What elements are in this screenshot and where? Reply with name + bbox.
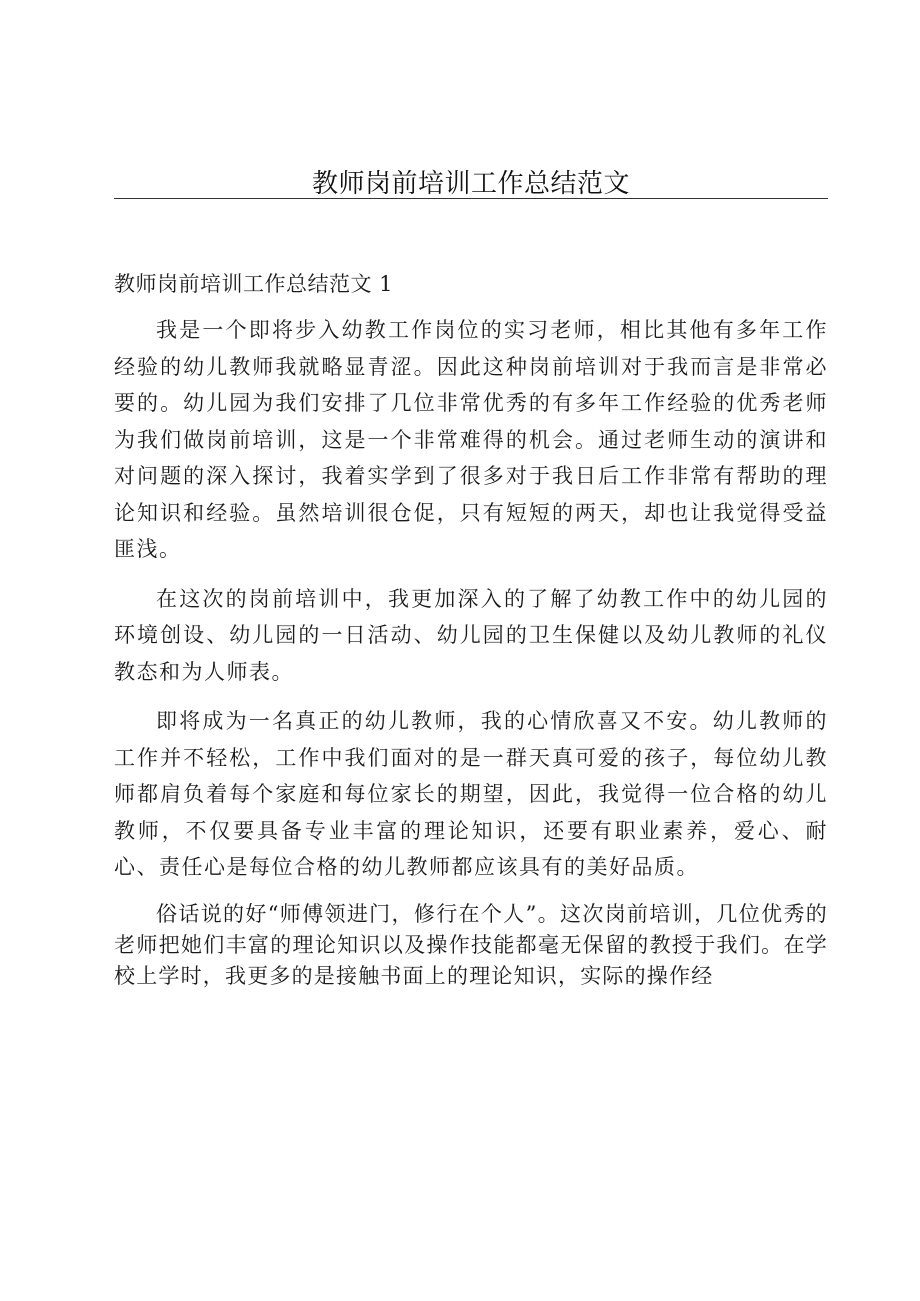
paragraph-2: 在这次的岗前培训中，我更加深入的了解了幼教工作中的幼儿园的环境创设、幼儿园的一日活动、幼儿园的卫生保健以及幼儿教师的礼仪教态和为人师表。 bbox=[114, 586, 828, 684]
paragraph-4: 俗话说的好“师傅领进门，修行在个人”。这次岗前培训，几位优秀的老师把她们丰富的理论知识以及操作技能都毫无保留的教授于我们。在学校上学时，我更多的是接触书面上的理论知识，实际的操作经 bbox=[114, 901, 828, 988]
section-heading: 教师岗前培训工作总结范文 1 bbox=[114, 272, 394, 296]
paragraph-1: 我是一个即将步入幼教工作岗位的实习老师，相比其他有多年工作经验的幼儿教师我就略显青涩。因此这种岗前培训对于我而言是非常必要的。幼儿园为我们安排了几位非常优秀的有多年工作经验的优秀老师为我们做岗前培训，这是一个非常难得的机会。通过老师生动的演讲和对问题的深入探讨，我着实学到了很多对于我日后工作非常有帮助的理论知识和经验。虽然培训很仓促，只有短短的两天，却也让我觉得受益匪浅。 bbox=[114, 318, 828, 561]
paragraph-3: 即将成为一名真正的幼儿教师，我的心情欣喜又不安。幼儿教师的工作并不轻松，工作中我们面对的是一群天真可爱的孩子，每位幼儿教师都肩负着每个家庭和每位家长的期望，因此，我觉得一位合格的幼儿教师，不仅要具备专业丰富的理论知识，还要有职业素养，爱心、耐心、责任心是每位合格的幼儿教师都应该具有的美好品质。 bbox=[114, 709, 828, 879]
document-body bbox=[114, 268, 828, 1005]
document-title: 教师岗前培训工作总结范文 bbox=[311, 169, 630, 199]
title-underline bbox=[114, 198, 828, 199]
